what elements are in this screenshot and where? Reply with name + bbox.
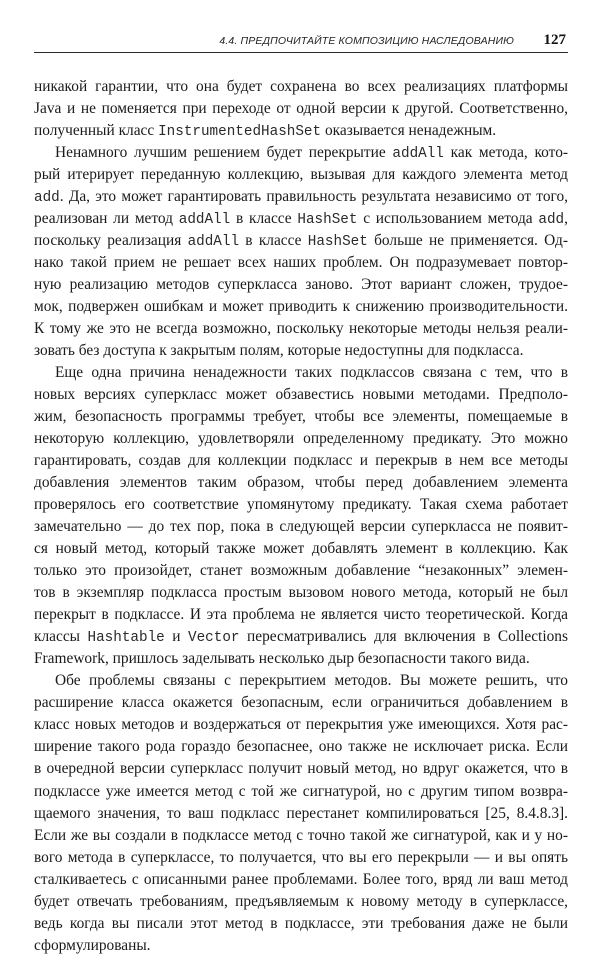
text-line [34, 208, 568, 230]
text-run: сформулированы. [34, 936, 151, 954]
text-run: щаемого значения, то ваш подкласс перестанет компилироваться [25, 8.4.8.3]. [34, 804, 568, 822]
text-run: будет отвечать требованиям, предъявляемым к новому методу в суперклассе, [34, 892, 568, 910]
body-text [34, 76, 568, 957]
text-line [34, 648, 568, 670]
text-line [34, 98, 568, 120]
text-run: Framework, пришлось заделывать несколько дыр безопасности такого вида. [34, 650, 530, 668]
running-header [34, 32, 568, 53]
inline-code: add [538, 212, 565, 229]
text-run: нако такой прием не решает всех наших проблем. Он подразумевает повтор- [34, 254, 568, 272]
text-line [34, 76, 568, 98]
text-line [34, 538, 568, 560]
text-run: проверялось его соответствие упомянутому предикату. Такая схема работает [34, 496, 568, 514]
text-run: и [164, 628, 188, 646]
text-run: ся новый метод, который также может добавлять элемент в коллекцию. Как [34, 540, 568, 558]
text-run: Еще одна причина ненадежности таких подклассов связана с тем, что в [55, 364, 568, 382]
text-run: только это произойдет, станет возможным добавление “незаконных” элемен- [34, 562, 568, 580]
text-run: перекрыт в подклассе. И эта проблема не является чисто теоретической. Когда [34, 606, 568, 624]
text-line [34, 142, 568, 164]
text-run: в классе [239, 232, 308, 250]
text-line [34, 935, 568, 957]
inline-code: addAll [392, 146, 444, 163]
text-line [34, 913, 568, 935]
text-line [34, 406, 568, 428]
text-line [34, 714, 568, 736]
text-run: сталкиваетесь с описанными ранее проблемами. Более того, вряд ли ваш метод [34, 870, 568, 888]
text-run: ную реализацию методов суперкласса заново. Этот вариант сложен, трудое- [34, 276, 568, 294]
text-line [34, 604, 568, 626]
text-run: Если же вы создали в подклассе метод с точно такой же сигнатурой, как и у но- [34, 826, 568, 844]
text-run: реализован ли метод [34, 210, 179, 228]
chapter-section-title: 4.4. ПРЕДПОЧИТАЙТЕ КОМПОЗИЦИЮ НАСЛЕДОВАНИЮ [219, 35, 514, 47]
text-line [34, 362, 568, 384]
text-run: полученный класс [34, 122, 159, 140]
inline-code: addAll [178, 212, 231, 229]
text-run: замечательно — до тех пор, пока в следующей версии суперкласса не появит- [34, 518, 568, 536]
text-run: жим, безопасность программы требует, чтобы все элементы, помещаемые в [34, 408, 568, 426]
text-line [34, 296, 568, 318]
inline-code: HashSet [297, 212, 358, 229]
text-line [34, 120, 568, 142]
text-line [34, 230, 568, 252]
text-run: ширение такого рода гораздо безопаснее, оно также не исключает риска. Если [34, 738, 568, 756]
inline-code: Hashtable [87, 630, 165, 647]
inline-code: add [34, 190, 60, 207]
text-run: оказывается ненадежным. [321, 122, 497, 140]
text-line [34, 472, 568, 494]
text-run: больше не применяется. Од- [367, 232, 569, 250]
text-line [34, 692, 568, 714]
text-line [34, 560, 568, 582]
text-run: К тому же это не всегда возможно, поскольку некоторые методы нельзя реали- [34, 320, 568, 338]
text-line [34, 670, 568, 692]
text-run: в очередной версии суперкласс получит новый метод, но вдруг окажется, что в [34, 760, 568, 778]
text-line [34, 274, 568, 296]
text-line [34, 781, 568, 803]
text-line [34, 891, 568, 913]
text-line [34, 516, 568, 538]
text-run: мок, подвержен ошибкам и может приводить к снижению производительности. [34, 298, 568, 316]
text-line [34, 164, 568, 186]
text-line [34, 825, 568, 847]
text-line [34, 494, 568, 516]
text-line [34, 340, 568, 362]
text-line [34, 758, 568, 780]
inline-code: InstrumentedHashSet [158, 124, 322, 141]
page-number: 127 [543, 32, 566, 48]
text-line [34, 736, 568, 758]
text-line [34, 582, 568, 604]
text-run: ведь когда вы писали этот метод в подклассе, эти требования даже не были [34, 914, 568, 932]
text-run: зовать без доступа к закрытым полям, которые недоступны для подкласса. [34, 342, 524, 360]
text-run: , [564, 210, 568, 228]
text-run: с использованием метода [357, 210, 539, 228]
text-line [34, 252, 568, 274]
text-line [34, 847, 568, 869]
text-run: подклассе уже имеется метод с той же сигнатурой, но с другим типом возвра- [34, 782, 568, 800]
text-run: классы [34, 628, 88, 646]
inline-code: HashSet [307, 234, 368, 251]
text-run: класс новых методов и воздержаться от перекрытия уже имеющихся. Хотя рас- [34, 716, 568, 734]
text-run: некоторую коллекцию, удовлетворяли определенному предикату. Это можно [34, 430, 568, 448]
inline-code: addAll [187, 234, 240, 251]
text-run: новых версиях суперкласс может обзавестись новыми методами. Предполо- [34, 386, 568, 404]
text-run: тов в экземпляр подкласса простым вызовом нового метода, который не был [34, 584, 568, 602]
text-line [34, 384, 568, 406]
text-run: расширение класса окажется безопасным, если ограничиться добавлением в [34, 694, 568, 712]
text-run: как метода, кото- [443, 144, 569, 162]
text-run: в классе [230, 210, 298, 228]
text-line [34, 318, 568, 340]
text-run: поскольку реализация [34, 232, 188, 250]
text-line [34, 450, 568, 472]
text-run: Ненамного лучшим решением будет перекрытие [55, 144, 393, 162]
text-line [34, 803, 568, 825]
text-run: . Да, это может гарантировать правильность результата независимо от того, [59, 188, 568, 206]
text-run: вого метода в суперклассе, то получается, что вы его перекрыли — и вы опять [34, 848, 568, 866]
text-line [34, 428, 568, 450]
text-line [34, 626, 568, 648]
inline-code: Vector [188, 630, 240, 647]
text-line [34, 869, 568, 891]
text-run: никакой гарантии, что она будет сохранена во всех реализациях платформы [34, 78, 568, 95]
text-run: гарантировать, создав для коллекции подкласс и перекрыв в нем все методы [34, 452, 568, 470]
text-run: добавления элементов таким образом, чтобы перед добавлением элемента [34, 474, 568, 492]
text-line [34, 186, 568, 208]
text-run: рый итерирует переданную коллекцию, вызывая для каждого элемента метод [34, 166, 568, 184]
text-run: Java и не поменяется при переходе от одной версии к другой. Соответственно, [34, 100, 568, 118]
text-run: Обе проблемы связаны с перекрытием методов. Вы можете решить, что [55, 672, 568, 690]
text-run: пересматривались для включения в Collections [239, 628, 568, 646]
